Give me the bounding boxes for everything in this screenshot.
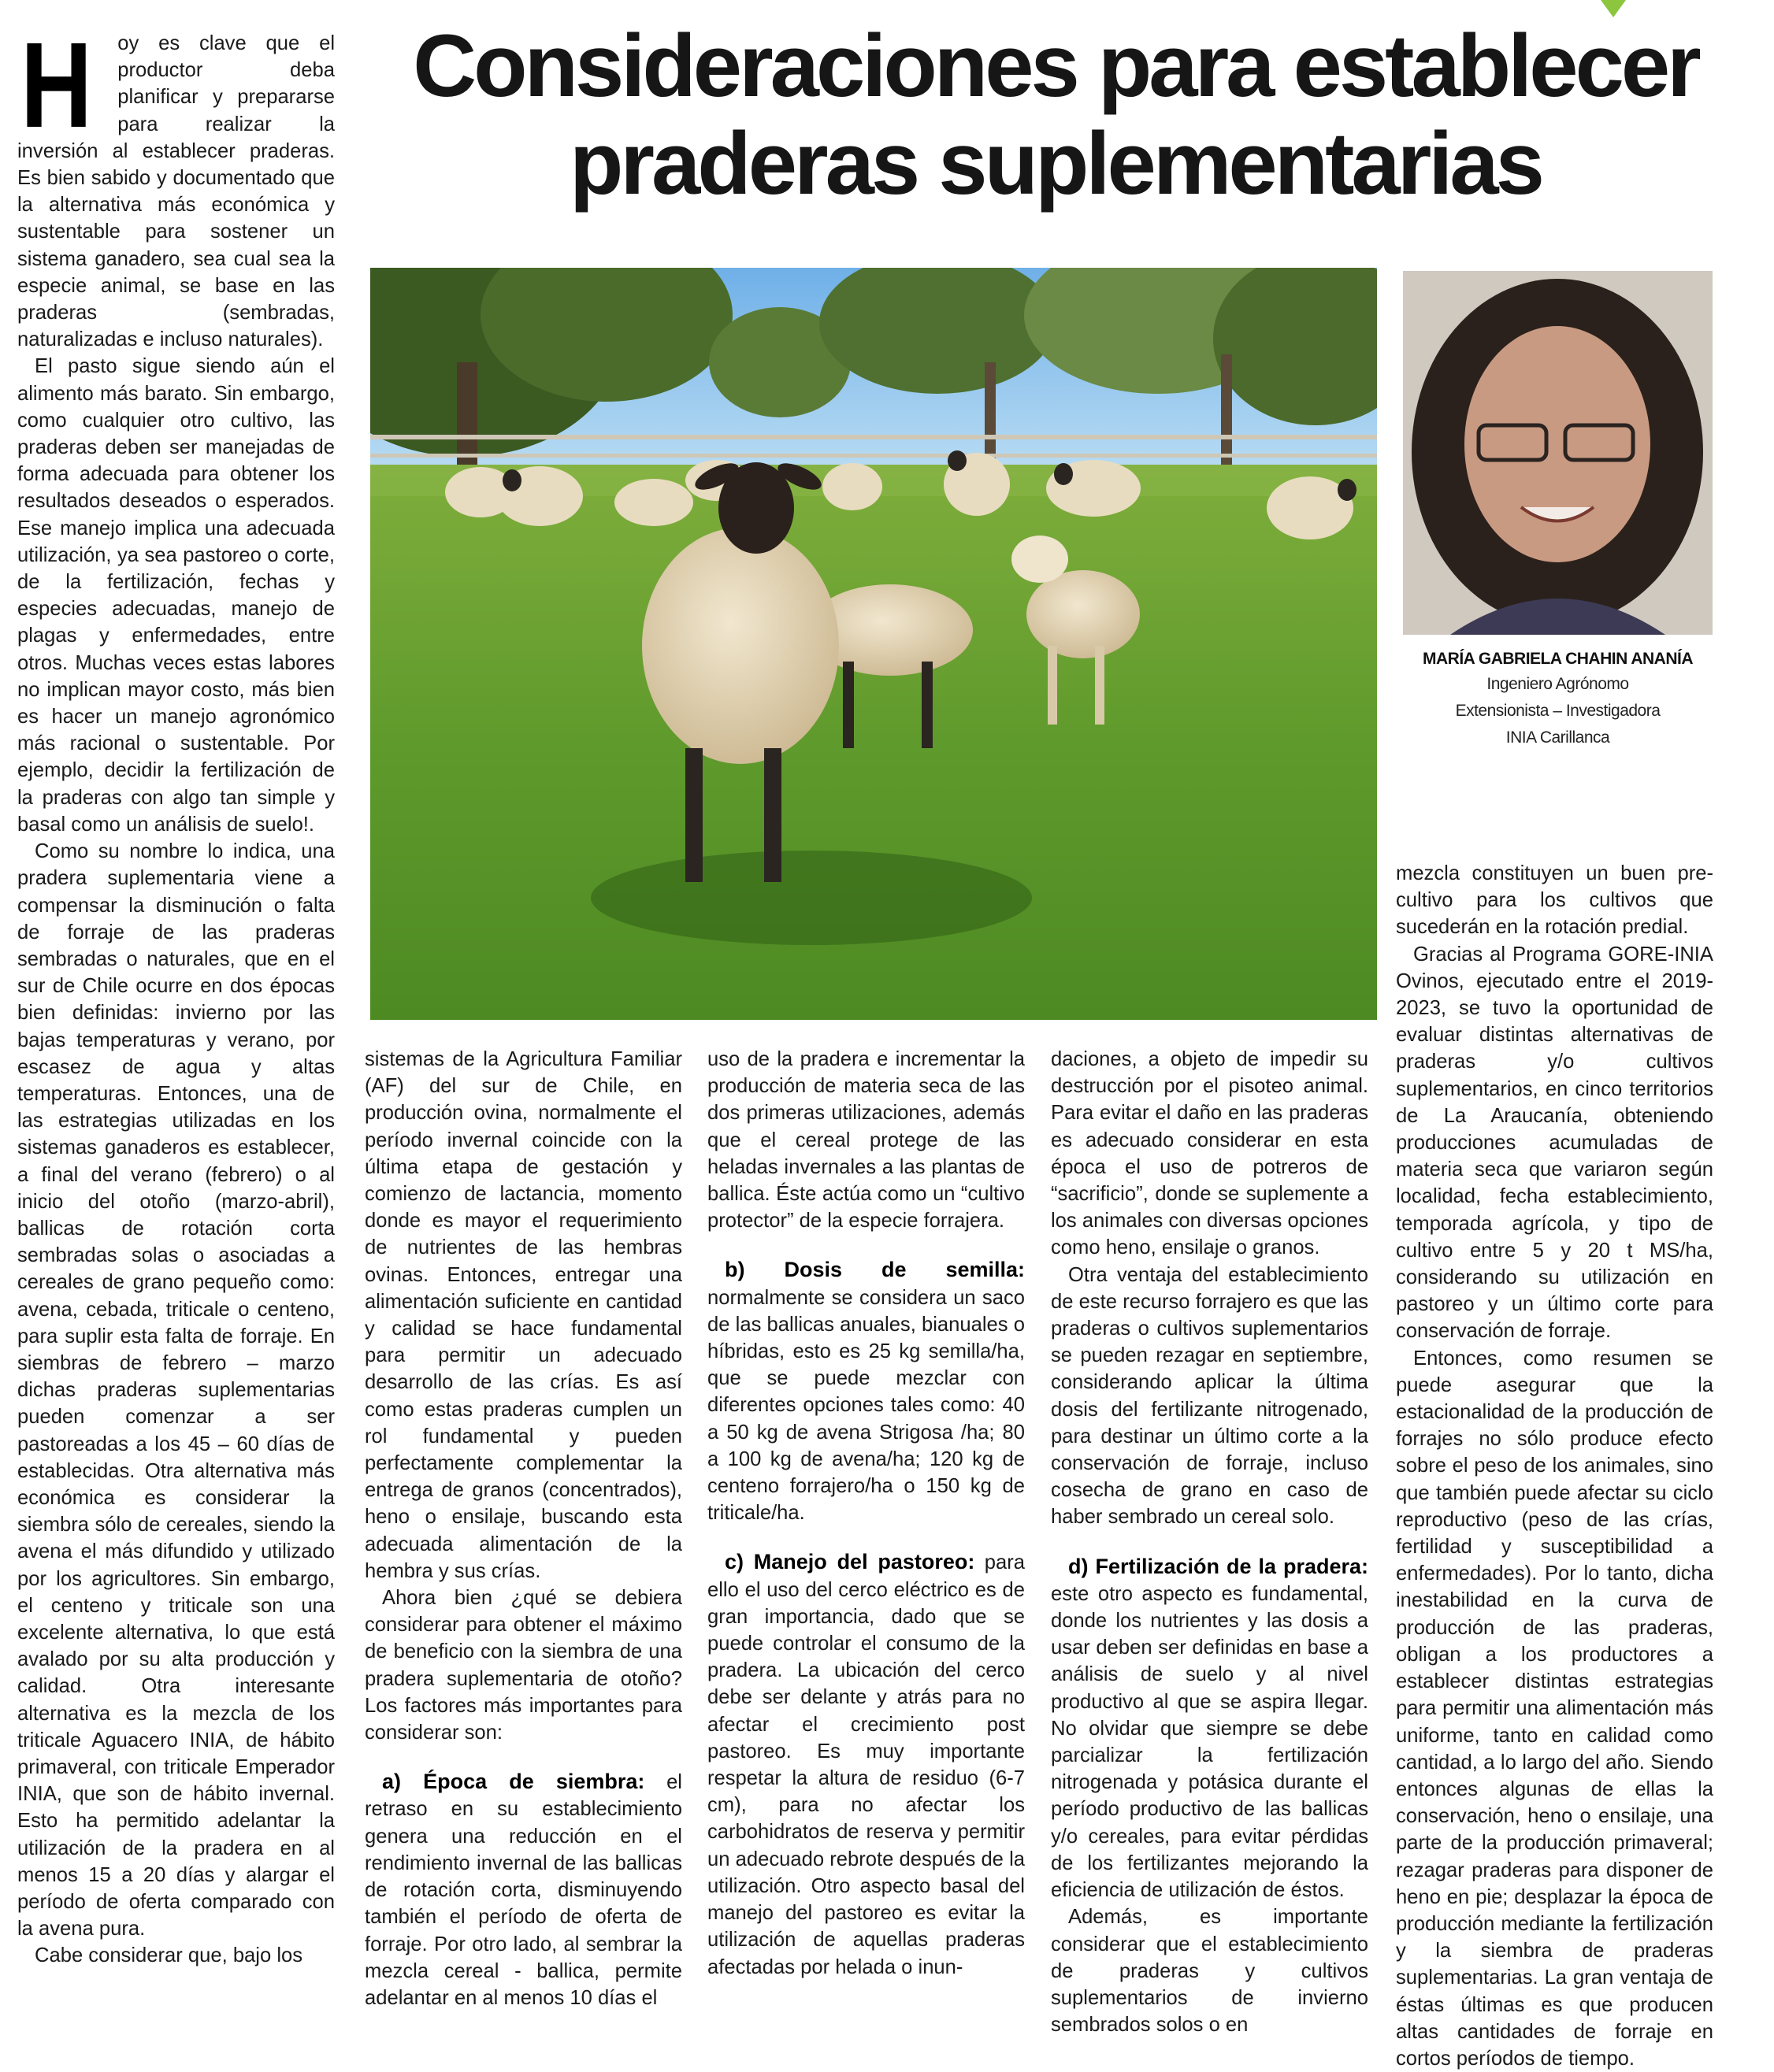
author-role-title: Ingeniero Agrónomo (1486, 675, 1629, 693)
paragraph-intro-text: oy es clave que el productor deba planificar y prepararse para realizar la inversión al establecer praderas. Es bien sabido y documentado que la alternativa más económica y sustentable para sostener un sistema ganadero, sea cual sea la especie animal, se base en las praderas (sembradas, naturalizadas e incluso naturales). (17, 32, 335, 351)
author-caption (1403, 647, 1713, 751)
paragraph: Como su nombre lo indica, una pradera suplementaria viene a compensar la disminución o falta de forraje de las praderas sembradas o naturales, que en el sur de Chile ocurre en dos épocas bien definidas: invierno por las bajas temperaturas y verano, por escasez de agua y altas temperaturas. Entonces, una de las estrategias utilizadas en los sistemas ganaderos es establecer, a final del verano (febrero) o al inicio del otoño (marzo-abril), ballicas de rotación corta sembradas solas o asociadas a cereales de grano pequeño como: avena, cebada, triticale o centeno, para suplir esta falta de forraje. En siembras de febrero – marzo dichas praderas suplementarias pueden comenzar a ser pastoreadas a los 45 – 60 días de establecidas. Otra alternativa más económica es considerar la siembra sólo de cereales, siendo la avena el más difundido y utilizado por los agricultores. Sin embargo, el centeno y triticale son una excelente alternativa, lo que está avalado por su alta producción y calidad. Otra interesante alternativa es la mezcla de los triticale Aguacero INIA, de hábito primaveral, con triticale Emperador INIA, que son de hábito invernal. Esto ha permitido adelantar la utilización de la pradera en al menos 15 a 20 días y alargar el período de oferta comparado con la avena pura. (17, 840, 335, 1940)
subsection-text: normalmente se considera un saco de las ballicas anuales, bianuales o híbridas, esto es 25 kg semilla/ha, que se puede mezclar con diferentes opciones tales como: 40 a 50 kg de avena Strigosa /ha; 80 a 100 kg de avena/ha; 120 kg de centeno forrajero/ha o 150 kg de triticale/ha. (707, 1286, 1025, 1525)
paragraph: Otra ventaja del establecimiento de este recurso forrajero es que las praderas o cultivos suplementarios se pueden rezagar en septiembre, considerando aplicar la última dosis del fertilizante nitrogenado, para destinar un último corte a la conservación de forraje, incluso cosecha de grano en caso de haber sembrado un cereal solo. (1051, 1263, 1368, 1529)
headline-line-2: praderas suplementarias (570, 114, 1542, 213)
subsection-dosis-semilla (707, 1256, 1025, 1526)
subsection-manejo-pastoreo (707, 1548, 1025, 1980)
subheading: c) Manejo del pastoreo: (725, 1550, 975, 1574)
article-column-2 (365, 1046, 682, 2011)
paragraph: uso de la pradera e incrementar la producción de materia seca de las dos primeras utilizaciones, además que el cereal protege de las heladas invernales a las plantas de ballica. Éste actúa como un “cultivo protector” de la especie forrajera. (707, 1048, 1025, 1232)
paragraph: mezcla constituyen un buen pre-cultivo para los cultivos que sucederán en la rotación predial. (1396, 862, 1713, 939)
paragraph: Gracias al Programa GORE-INIA Ovinos, ejecutado entre el 2019-2023, se tuvo la oportunidad de evaluar distintas alternativas de praderas y/o cultivos suplementarios, en cinco territorios de La Araucanía, obteniendo producciones acumuladas de materia seca que variaron según localidad, fecha establecimiento, temporada agrícola, y tipo de cultivo entre 5 y 20 t MS/ha, considerando su utilización en pastoreo y un último corte para conservación de forraje. (1396, 943, 1713, 1343)
article-column-3 (707, 1046, 1025, 1981)
subheading: b) Dosis de semilla: (725, 1258, 1025, 1282)
author-name: MARÍA GABRIELA CHAHIN ANANÍA (1423, 650, 1693, 668)
article-column-4 (1051, 1046, 1368, 2038)
subheading: a) Época de siembra: (382, 1770, 645, 1794)
subsection-epoca-siembra (365, 1768, 682, 2011)
paragraph: sistemas de la Agricultura Familiar (AF) del sur de Chile, en producción ovina, normalmente el período invernal coincide con la última etapa de gestación y comienzo de lactancia, momento donde es mayor el requerimiento de nutrientes de las hembras ovinas. Entonces, entregar una alimentación suficiente en cantidad y calidad se hace fundamental para permitir un adecuado desarrollo de las crías. Es así como estas praderas cumplen un rol fundamental y pueden perfectamente complementar la entrega de granos (concentrados), heno o ensilaje, buscando esta adecuada alimentación de la hembra y sus crías. (365, 1048, 682, 1582)
subsection-text: el retraso en su establecimiento genera una reducción en el rendimiento invernal de las ballicas de rotación corta, disminuyendo también el período de oferta de forraje. Por otro lado, al sembrar la mezcla cereal - ballica, permite adelantar en al menos 10 días el (365, 1771, 682, 2009)
author-institution: INIA Carillanca (1505, 728, 1610, 747)
subsection-text: este otro aspecto es fundamental, donde los nutrientes y las dosis a usar deben ser definidas en base a análisis de suelo y al nivel productivo al que se aspira llegar. No olvidar que siempre se debe parcializar la fertilización nitrogenada y potásica durante el período productivo de las ballicas y/o cereales, para evitar pérdidas de los fertilizantes mejorando la eficiencia de utilización de éstos. (1051, 1582, 1368, 1902)
sheep-pasture-photo (370, 268, 1377, 1020)
paragraph: Cabe considerar que, bajo los (35, 1944, 303, 1967)
subsection-text: para ello el uso del cerco eléctrico es de gran importancia, dado que se puede controlar el consumo de la pradera. La ubicación del cerco debe ser delante y atrás para no afectar el crecimiento post pastoreo. Es muy importante respetar la altura de residuo (6-7 cm), para no afectar los carbohidratos de reserva y permitir un adecuado rebrote después de la utilización. Otro aspecto basal del manejo del pastoreo es evitar la utilización de aquellas praderas afectadas por helada o inun- (707, 1551, 1025, 1978)
article-column-1 (17, 17, 335, 1970)
subsection-fertilizacion (1051, 1553, 1368, 1904)
paragraph: El pasto sigue siendo aún el alimento más barato. Sin embargo, como cualquier otro cultivo, las praderas deben ser manejadas de forma adecuada para obtener los resultados deseados o esperados. Ese manejo implica una adecuada utilización, ya sea pastoreo o corte, de la fertilización, fechas y especies adecuadas, manejo de plagas y enfermedades, entre otros. Muchas veces estas labores no implican mayor costo, más bien es hacer un manejo agronómico más racional o sustentable. Por ejemplo, decidir la fertilización de la praderas con algo tan simple y basal como un análisis de suelo!. (17, 355, 335, 836)
article-column-5 (1396, 860, 1713, 2072)
paragraph: Entonces, como resumen se puede asegurar que la estacionalidad de la producción de forrajes no sólo produce efecto sobre el peso de los animales, sino que también puede afectar su ciclo reproductivo (peso de las crías, fertilidad y susceptibilidad a enfermedades). Por lo tanto, dicha inestabilidad en la curva de producción de las praderas, obligan a los productores a establecer distintas estrategias para permitir una alimentación más uniforme, tanto en calidad como cantidad, a lo largo del año. Siendo entonces algunas de ellas la conservación, heno o ensilaje, una parte de la producción primaveral; rezagar praderas para disponer de heno en pie; desplazar la época de producción mediante la fertilización y la siembra de praderas suplementarias. La gran ventaja de éstas últimas es que producen altas cantidades de forraje en cortos períodos de tiempo. (1396, 1347, 1713, 2070)
subheading: d) Fertilización de la pradera: (1068, 1554, 1368, 1578)
paragraph: daciones, a objeto de impedir su destrucción por el pisoteo animal. Para evitar el daño en las praderas es adecuado considerar en esta época el uso de potreros de “sacrificio”, donde se suplemente a los animales con diversas opciones como heno, ensilaje o granos. (1051, 1048, 1368, 1259)
headline-line-1: Consideraciones para establecer (413, 17, 1698, 115)
paragraph-intro (17, 17, 335, 353)
author-role-position: Extensionista – Investigadora (1455, 702, 1661, 720)
drop-cap: H (20, 17, 90, 153)
paragraph: Ahora bien ¿qué se debiera considerar para obtener el máximo de beneficio con la siembra de una pradera suplementaria de otoño? Los factores más importantes para considerar son: (365, 1587, 682, 1744)
paragraph: Además, es importante considerar que el establecimiento de praderas y cultivos suplementarios de invierno sembrados solos o en (1051, 1906, 1368, 2037)
author-portrait (1403, 271, 1713, 635)
article-headline (370, 17, 1741, 213)
